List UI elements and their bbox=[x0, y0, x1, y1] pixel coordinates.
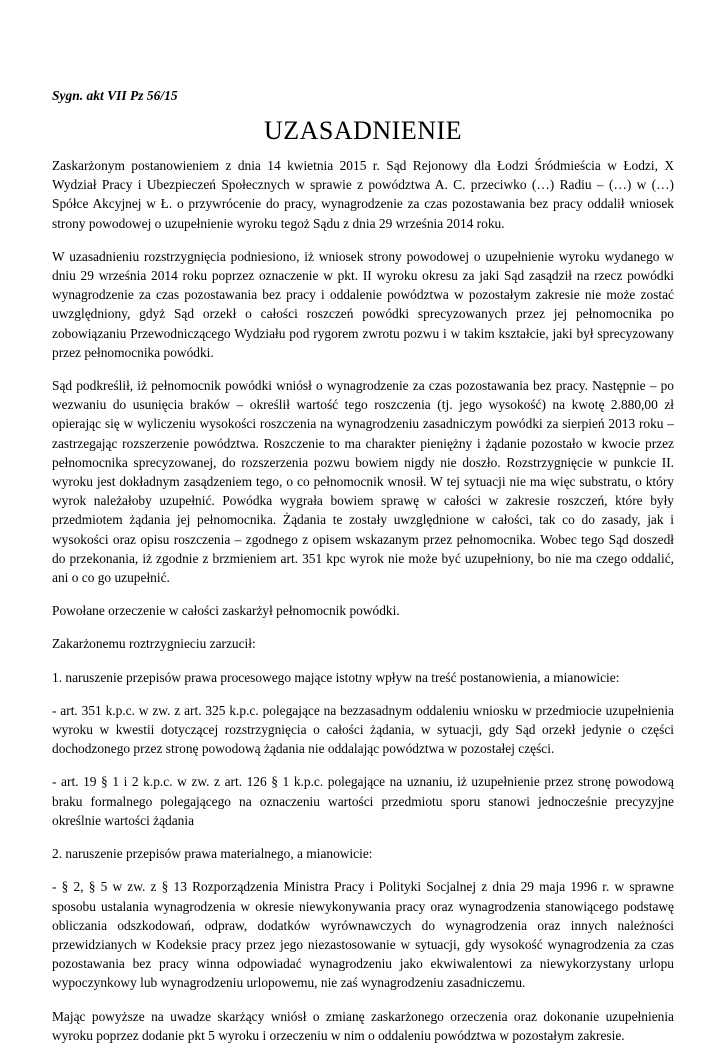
paragraph-charges-intro: Zakarżonemu roztrzygnieciu zarzucił: bbox=[52, 636, 256, 652]
document-page bbox=[52, 86, 674, 1059]
paragraph-court-emphasis: Sąd podkreślił, iż pełnomocnik powódki wniósł o wynagrodzenie za czas pozostawania bez pracy. Następnie – po wezwaniu do usunięcia braków – określił wartość tego roszczenia (tj. jego wysokość) na kwotę 2.880,00 zł opierając się w wyliczeniu wysokości roszczenia na wynagrodzeniu zasadniczym powódki za sierpień 2013 roku – zastrzegając rozszerzenie powództwa. Roszczenie to ma charakter pieniężny i żądanie pozostało w kwocie przez pełnomocnika sprecyzowanej, do rozszerzenia pozwu bowiem nigdy nie doszło. Rozstrzygnięcie w punkcie II. wyroku jest dokładnym zasądzeniem tego, o co pełnomocnik wnosił. W tej sytuacji nie ma więc substratu, o który wyrok należałoby uzupełnić. Powódka wygrała bowiem sprawę w całości w zakresie roszczeń, które były przedmiotem żądania jej pełnomocnika. Żądania te zostały uwzględnione w całości, tak co do zasady, jak i wysokości oraz opisu roszczenia – zgodnego z opisem wskazanym przez pełnomocnika. Wobec tego Sąd doszedł do przekonania, iż zgodnie z brzmieniem art. 351 kpc wyrok nie może być uzupełniony, bo nie ma czego oddalić, ani o co go uzupełnić. bbox=[52, 378, 674, 586]
case-reference: Sygn. akt VII Pz 56/15 bbox=[52, 88, 178, 103]
paragraph-request: Mając powyższe na uwadze skarżący wniósł o zmianę zaskarżonego orzeczenia oraz dokonanie uzupełnienia wyroku poprzez dodanie pkt 5 wyroku i orzeczeniu w nim o oddaleniu powództwa w pozostałym zakresie. bbox=[52, 1008, 674, 1043]
paragraph-charge-art-351: - art. 351 k.p.c. w zw. z art. 325 k.p.c. polegające na bezzasadnym oddaleniu wniosku w przedmiocie uzupełnienia wyroku w kwestii dotyczącej rozstrzygnięcia o całości żądania, w sytuacji, gdy Sąd orzekł jedynie o części dochodzonego przez stronę powodową żądania nie oddalając powództwa w pozostałej części. bbox=[52, 702, 674, 757]
paragraph-charge-regulation: - § 2, § 5 w zw. z § 13 Rozporządzenia Ministra Pracy i Polityki Socjalnej z dnia 29 maja 1996 r. w sprawne sposobu ustalania wynagrodzenia w okresie niewykonywania pracy oraz wynagrodzenia stanowiącego podstawę obliczania odszkodowań, odpraw, dodatków wyrównawczych do wynagrodzenia oraz innych należności przewidzianych w Kodeksie pracy przez jego niezastosowanie w sytuacji, gdy wysokość wynagrodzenia za czas pozostawania bez pracy winna odpowiadać wynagrodzeniu jako ekwiwalentowi za niewykorzystany urlopu wypoczynkowy lub wynagrodzeniu urlopowemu, nie zaś wynagrodzeniu zasadniczemu. bbox=[52, 879, 674, 991]
paragraph-ruling: Zaskarżonym postanowieniem z dnia 14 kwietnia 2015 r. Sąd Rejonowy dla Łodzi Śródmieścia w Łodzi, X Wydział Pracy i Ubezpieczeń Społecznych w sprawie z powództwa A. C. przeciwko (…) Radiu – (…) w (…) Spółce Akcyjnej w Ł. o przywrócenie do pracy, wynagrodzenie za czas pozostawania bez pracy oddalił wniosek strony powodowej o uzupełnienie wyroku tegoż Sądu z dnia 29 września 2014 roku. bbox=[52, 158, 674, 231]
paragraph-justification: W uzasadnieniu rozstrzygnięcia podniesiono, iż wniosek strony powodowej o uzupełnienie wyroku wydanego w dniu 29 września 2014 roku poprzez oznaczenie w pkt. II wyroku okresu za jaki Sąd zasądził na rzecz powódki wynagrodzenie za czas pozostawania bez pracy i oddalenie powództwa w pozostałym zakresie nie może zostać uwzględniony, gdyż Sąd orzekł o całości roszczeń powódki sprecyzowanych przez jej pełnomocnika po zobowiązaniu Przewodniczącego Wydziału pod rygorem zwrotu pozwu i w takim kształcie, jaki był sprecyzowany przez pełnomocnika powódki. bbox=[52, 248, 674, 360]
paragraph-appeal-filed: Powołane orzeczenie w całości zaskarżył pełnomocnik powódki. bbox=[52, 603, 400, 619]
paragraph-procedural-violation: 1. naruszenie przepisów prawa procesowego mające istotny wpływ na treść postanowienia, a mianowicie: bbox=[52, 669, 620, 685]
paragraph-material-violation: 2. naruszenie przepisów prawa materialnego, a mianowicie: bbox=[52, 846, 373, 862]
paragraph-charge-art-19: - art. 19 § 1 i 2 k.p.c. w zw. z art. 126 § 1 k.p.c. polegające na uznaniu, iż uzupełnienie przez stronę powodową braku formalnego polegającego na oznaczeniu wartości przedmiotu sporu stanowi jednocześnie precyzyjne określnie wartości żądania bbox=[52, 774, 674, 828]
document-title: UZASADNIENIE bbox=[263, 116, 463, 145]
